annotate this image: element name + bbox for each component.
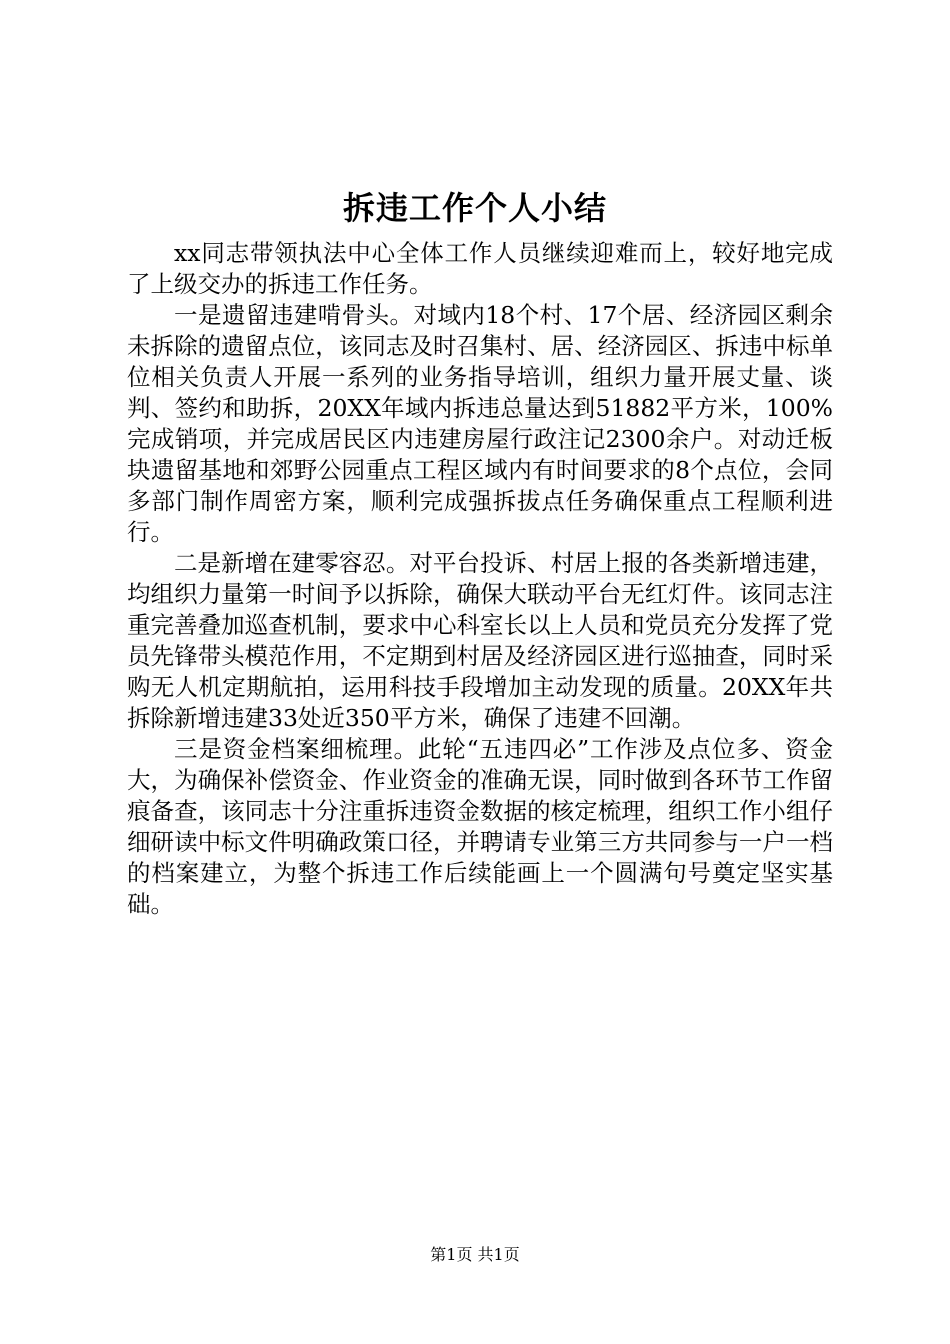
paragraph-new-construction: 二是新增在建零容忍。对平台投诉、村居上报的各类新增违建，均组织力量第一时间予以拆除，确保大联动平台无红灯件。该同志注重完善叠加巡查机制，要求中心科室长以上人员和党员充分发挥了党员先锋带头模范作用，不定期到村居及经济园区进行巡抽查，同时采购无人机定期航拍，运用科技手段增加主动发现的质量。20XX年共拆除新增违建33处近350平方米，确保了违建不回潮。 xyxy=(127,549,833,732)
paragraph-intro: xx同志带领执法中心全体工作人员继续迎难而上，较好地完成了上级交办的拆违工作任务。 xyxy=(127,239,833,298)
document-title: 拆违工作个人小结 xyxy=(342,189,607,227)
paragraph-fund-archives: 三是资金档案细梳理。此轮“五违四必”工作涉及点位多、资金大，为确保补偿资金、作业资金的准确无误，同时做到各环节工作留痕备查，该同志十分注重拆违资金数据的核定梳理，组织工作小组仔细研读中标文件明确政策口径，并聘请专业第三方共同参与一户一档的档案建立，为整个拆违工作后续能画上一个圆满句号奠定坚实基础。 xyxy=(127,735,833,918)
paragraph-legacy-demolition: 一是遗留违建啃骨头。对域内18个村、17个居、经济园区剩余未拆除的遗留点位，该同志及时召集村、居、经济园区、拆违中标单位相关负责人开展一系列的业务指导培训，组织力量开展丈量、谈判、签约和助拆，20XX年域内拆违总量达到51882平方米，100%完成销项，并完成居民区内违建房屋行政注记2300余户。对动迁板块遗留基地和郊野公园重点工程区域内有时间要求的8个点位，会同多部门制作周密方案，顺利完成强拆拔点任务确保重点工程顺利进行。 xyxy=(127,301,833,546)
document-body xyxy=(127,238,833,920)
page-footer: 第1页 共1页 xyxy=(430,1245,520,1264)
